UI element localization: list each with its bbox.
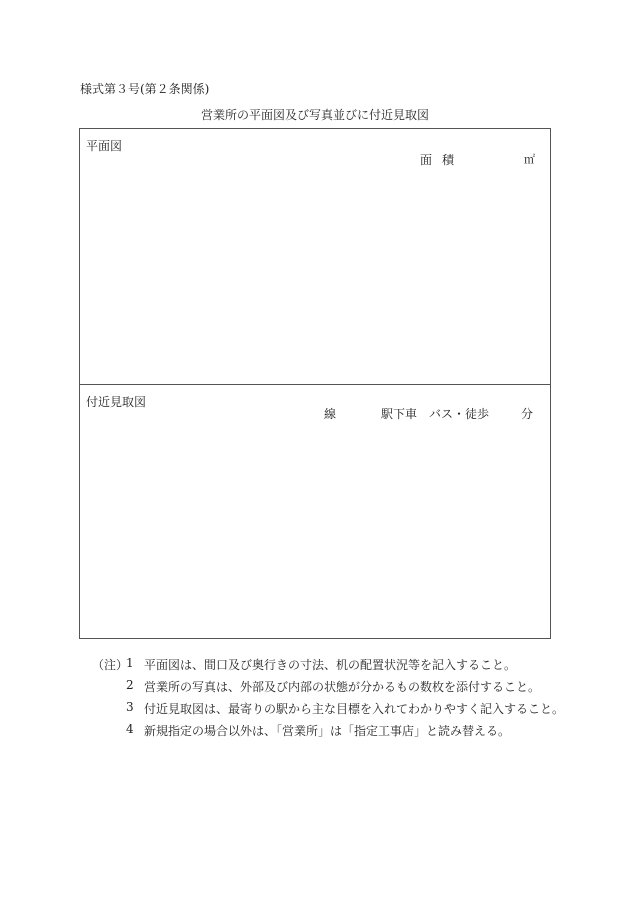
area-label: 面積	[420, 153, 465, 167]
note-number: 3	[126, 700, 134, 714]
vicinity-map-section[interactable]	[80, 385, 550, 638]
bus-walk-label: バス・徒歩	[429, 407, 490, 421]
note-number: 4	[126, 722, 134, 736]
vicinity-map-label: 付近見取図	[86, 395, 147, 409]
floor-plan-label: 平面図	[86, 139, 123, 153]
note-text: 営業所の写真は、外部及び内部の状態が分かるもの数枚を添付すること。	[144, 680, 541, 694]
form-frame	[79, 128, 551, 639]
note-text: 付近見取図は、最寄りの駅から主な目標を入れてわかりやすく記入すること。	[144, 702, 565, 716]
area-unit	[524, 151, 535, 167]
line-label: 線	[324, 407, 337, 421]
note-text: 平面図は、間口及び奥行きの寸法、机の配置状況等を記入すること。	[144, 658, 517, 672]
page-title: 営業所の平面図及び写真並びに付近見取図	[200, 108, 429, 122]
minutes-label: 分	[521, 407, 534, 421]
note-number: 1	[126, 656, 134, 670]
notes-prefix: （注）	[92, 658, 129, 672]
floor-plan-section[interactable]	[80, 129, 550, 385]
station-label: 駅下車	[381, 407, 418, 421]
area-unit-text: ㎡	[524, 153, 535, 166]
form-number: 様式第３号(第２条関係)	[80, 82, 210, 96]
note-number: 2	[126, 678, 134, 692]
note-text: 新規指定の場合以外は、「営業所」は「指定工事店」と読み替える。	[144, 724, 511, 738]
